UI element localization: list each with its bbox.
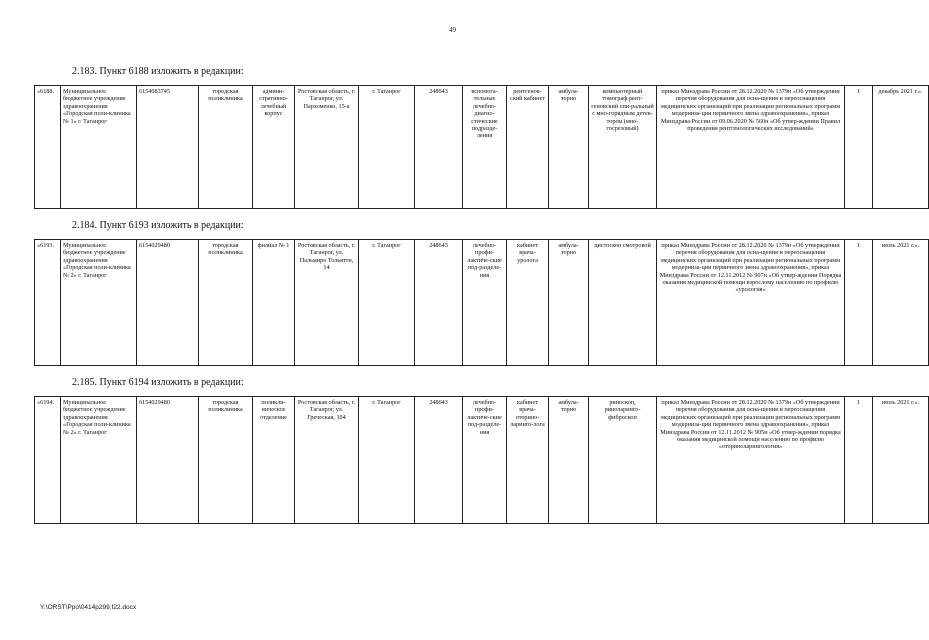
inn: 6154029480 [137,397,199,524]
structural-unit: филиал № 1 [253,240,295,366]
care-form: амбула-торно [549,240,589,366]
table-row [35,240,929,366]
office: рентгенов-ский кабинет [507,86,549,209]
okato-code: 248643 [415,397,463,524]
section-heading: 2.184. Пункт 6193 изложить в редакции: [72,220,244,231]
inn: 6154083745 [137,86,199,209]
section-heading: 2.185. Пункт 6194 изложить в редакции: [72,377,244,388]
legal-basis: приказ Минздрава России от 28.12.2020 № 1379н «Об утверждении перечня оборудования для осна-щения и переоснащения медицинских организаций при реализации региональных программ модерниза-ции первичного звена здравоохранения», приказ Минздрава России от 12.11.2012 № 907н «Об утвер-ждении Порядка оказания медицинской помощи взрослому населению по профилю «урология» [657,240,845,366]
table-row [35,86,929,209]
inn: 6154029480 [137,240,199,366]
equipment: риноскоп, риноларинго-фиброскоп [589,397,657,524]
division: лечебно-профи-лактиче-ские под-разделе-ния [463,240,507,366]
amendment-table [34,85,929,209]
structural-unit: админи-стративно-лечебный корпус [253,86,295,209]
address: Ростовская область, г. Таганрог, ул. Греческая, 104 [295,397,359,524]
okato-code: 248643 [415,240,463,366]
okato-code: 248643 [415,86,463,209]
city: г. Таганрог [359,240,415,366]
deadline: июль 2021 г.». [873,240,929,366]
care-form: амбула-торно [549,86,589,209]
office: кабинет врача-оторино-ларинго-лога [507,397,549,524]
legal-basis: приказ Минздрава России от 28.12.2020 № 1379н «Об утверждении перечня оборудования для осна-щения и переоснащения медицинских организаций при реализации региональных программ модерниза-ции первичного звена здравоохранения», приказ Минздрава России от 09.06.2020 № 560н «Об утвер-ждении Правил проведения рентгенологических исследований» [657,86,845,209]
quantity: 1 [845,86,873,209]
file-path-footer: Y:\ORST\Ppo\0414p299.f22.docx [40,604,137,611]
division: вспомога-тельные лечебно-диагно-стические подразде-ления [463,86,507,209]
row-number: «6194. [35,397,61,524]
office: кабинет врача-уролога [507,240,549,366]
amendment-table [34,239,929,366]
structural-unit: поликли-ническое отделение [253,397,295,524]
address: Ростовская область, г. Таганрог, ул. Пархоменко, 15-а [295,86,359,209]
organization-name: Муниципальное бюджетное учреждение здравоохранения «Городская поли-клиника № 2» г. Таганрог [61,397,137,524]
deadline: июль 2021 г.». [873,397,929,524]
quantity: 1 [845,397,873,524]
deadline: декабрь 2021 г.». [873,86,929,209]
row-number: «6193. [35,240,61,366]
organization-name: Муниципальное бюджетное учреждение здравоохранения «Городская поли-клиника № 1» г. Таганрог [61,86,137,209]
organization-name: Муниципальное бюджетное учреждение здравоохранения «Городская поли-клиника № 2» г. Таганрог [61,240,137,366]
amendment-table [34,396,929,524]
facility-type: городская поликлиника [199,397,253,524]
facility-type: городская поликлиника [199,86,253,209]
equipment: цистоскоп смотровой [589,240,657,366]
page-number: 49 [449,26,456,34]
city: г. Таганрог [359,397,415,524]
care-form: амбула-торно [549,397,589,524]
address: Ростовская область, г. Таганрог, ул. Пальмиро Тольятти, 14 [295,240,359,366]
division: лечебно-профи-лактиче-ские под-разделе-ния [463,397,507,524]
legal-basis: приказ Минздрава России от 28.12.2020 № 1379н «Об утверждении перечня оборудования для осна-щения и переоснащения медицинских организаций при реализации региональных программ модерниза-ции первичного звена здравоохранения», приказ Минздрава России от 12.11.2012 № 905н «Об утвер-ждении порядка оказания медицинской помощи населению по профилю «оториноларингология» [657,397,845,524]
equipment: компьютерный томограф рент-геновский спи-ральный с мно-горядным детек-тором (мно-госрезовый) [589,86,657,209]
table-row [35,397,929,524]
city: г. Таганрог [359,86,415,209]
row-number: «6188. [35,86,61,209]
facility-type: городская поликлиника [199,240,253,366]
quantity: 1 [845,240,873,366]
section-heading: 2.183. Пункт 6188 изложить в редакции: [72,66,244,77]
